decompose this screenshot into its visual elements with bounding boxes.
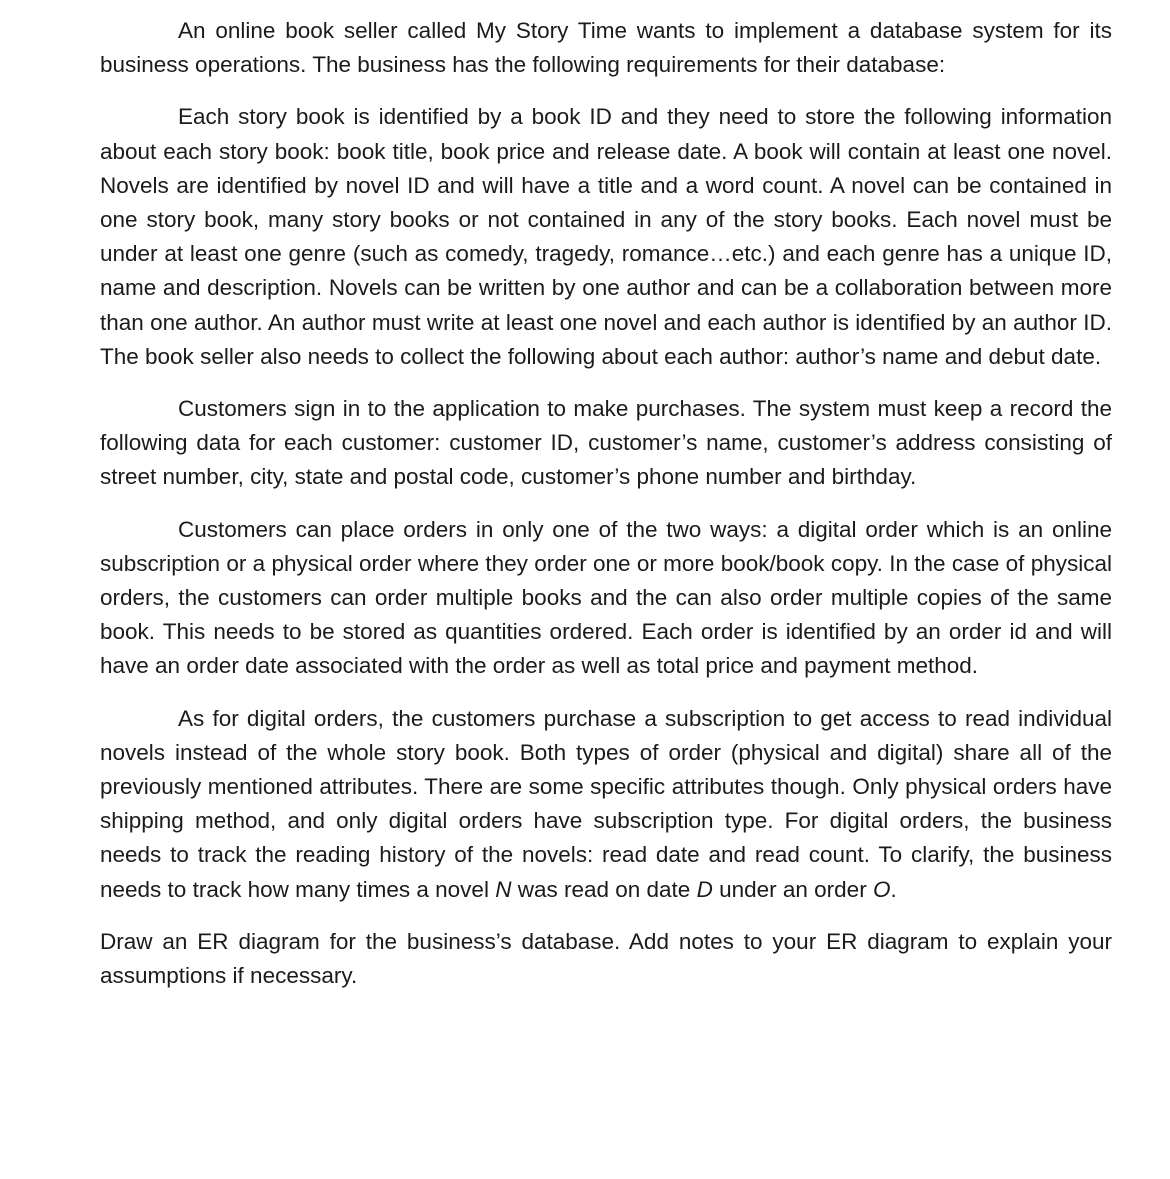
digital-text-part4: . (890, 876, 897, 902)
books-paragraph: Each story book is identified by a book ID and they need to store the following information about each story book: book title, book price and release date. A book will contain at least one novel. Novels are identified by novel ID and will have a title and a word count. A novel can be contained in one story book, many story books or not contained in any of the story books. Each novel must be under at least one genre (such as comedy, tragedy, romance…etc.) and each genre has a unique ID, name and description. Novels can be written by one author and can be a collaboration between more than one author. An author must write at least one novel and each author is identified by an author ID. The book seller also needs to collect the following about each author: author’s name and debut date. (100, 104, 1112, 369)
customers-paragraph: Customers sign in to the application to make purchases. The system must keep a record the following data for each customer: customer ID, customer’s name, customer’s address consisting of street number, city, state and postal code, customer’s phone number and birthday. (100, 396, 1112, 490)
digital-text-part2: was read on date (511, 876, 697, 902)
digital-text-part1: As for digital orders, the customers purchase a subscription to get access to read individual novels instead of the whole story book. Both types of order (physical and digital) share all of the previously mentioned attributes. There are some specific attributes though. Only physical orders have shipping method, and only digital orders have subscription type. For digital orders, the business needs to track the reading history of the novels: read date and read count. To clarify, the business needs to track how many times a novel (100, 705, 1112, 902)
variable-o: O (872, 876, 891, 902)
digital-text-part3: under an order (712, 876, 873, 902)
instruction-paragraph: Draw an ER diagram for the business’s database. Add notes to your ER diagram to explain your assumptions if necessary. (100, 928, 1112, 989)
variable-n: N (495, 876, 512, 902)
intro-paragraph: An online book seller called My Story Time wants to implement a database system for its business operations. The business has the following requirements for their database: (100, 18, 1112, 78)
orders-paragraph: Customers can place orders in only one of the two ways: a digital order which is an online subscription or a physical order where they order one or more book/book copy. In the case of physical orders, the customers can order multiple books and the can also order multiple copies of the same book. This needs to be stored as quantities ordered. Each order is identified by an order id and will have an order date associated with the order as well as total price and payment method. (100, 516, 1112, 679)
digital-orders-paragraph (100, 702, 1112, 907)
variable-d: D (696, 876, 713, 902)
document-page (100, 14, 1112, 993)
